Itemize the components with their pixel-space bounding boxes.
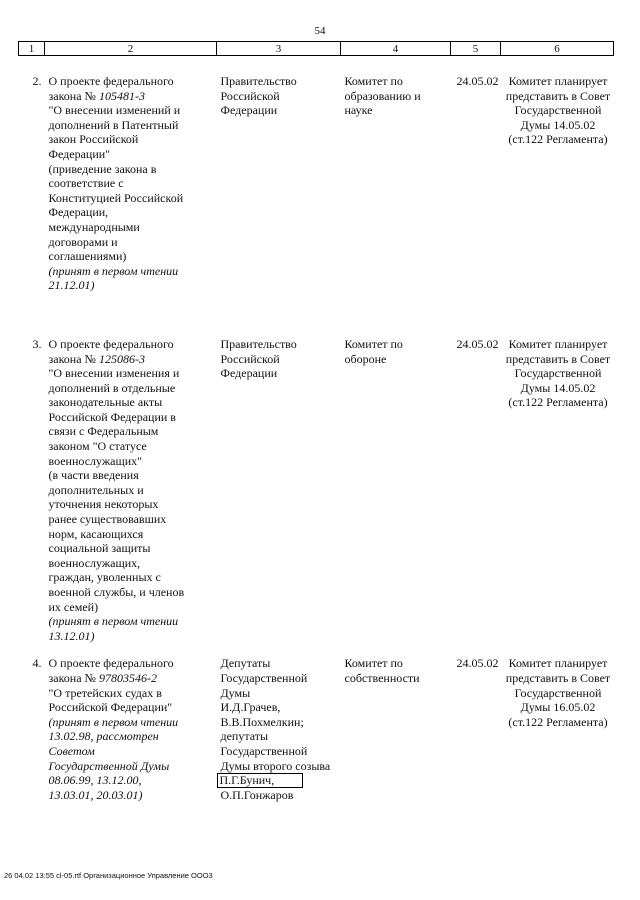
committee-cell: [341, 643, 451, 802]
project-line: [49, 527, 215, 542]
reading-status: 08.06.99, 13.12.00,: [48, 773, 142, 788]
date-cell: 24.05.02: [456, 656, 499, 671]
committee-cell: [341, 56, 451, 293]
project-text: соответствие с: [48, 176, 124, 191]
reading-status: 21.12.01): [48, 278, 95, 293]
project-line: [49, 337, 215, 352]
project-line: [49, 468, 215, 483]
reading-status: 13.03.01, 20.03.01): [48, 787, 143, 802]
author-line: В.В.Похмелкин;: [220, 714, 304, 729]
project-text: закона №: [48, 670, 99, 685]
plan-line: (ст.122 Регламента): [508, 395, 608, 410]
project-line: [49, 89, 215, 104]
project-cell: [45, 643, 217, 802]
plan-line: (ст.122 Регламента): [508, 132, 608, 147]
project-line: [49, 74, 215, 89]
author-line: О.П.Гонжаров: [220, 788, 294, 803]
project-line: [49, 381, 215, 396]
project-line: [49, 220, 215, 235]
project-line: [49, 541, 215, 556]
project-text: "О внесении изменений и: [48, 103, 181, 118]
project-text: социальной защиты: [48, 541, 151, 556]
project-text: норм, касающихся: [48, 526, 144, 541]
reading-status: Советом: [48, 743, 95, 758]
author-line: Государственной: [220, 743, 308, 758]
row-number: 4.: [32, 656, 42, 671]
project-text: (приведение закона в: [48, 161, 157, 176]
plan-line: Комитет планирует: [508, 656, 608, 671]
plan-line: представить в Совет: [505, 88, 611, 103]
project-text: военнослужащих,: [48, 555, 141, 570]
plan-cell: [501, 293, 614, 643]
author-line: Думы: [220, 685, 251, 700]
table-header-row: [19, 42, 614, 56]
committee-line: образованию и: [344, 88, 421, 103]
date-cell: 24.05.02: [456, 74, 499, 88]
project-cell: [45, 293, 217, 643]
project-line: [49, 686, 215, 701]
author-line: Федерации: [220, 366, 278, 381]
date-cell: 24.05.02: [456, 336, 499, 351]
column-header-3: 3: [217, 42, 341, 56]
committee-cell: [341, 293, 451, 643]
project-text: законом "О статусе: [48, 439, 147, 454]
project-line: [49, 671, 215, 686]
plan-line: Государственной: [514, 103, 602, 118]
author-line: Российской: [220, 351, 280, 366]
project-text: их семей): [48, 599, 99, 614]
project-text: военнослужащих": [48, 453, 143, 468]
project-line: [49, 585, 215, 600]
project-text: закона №: [48, 351, 99, 366]
committee-line: обороне: [344, 351, 387, 366]
project-line: [49, 132, 215, 147]
committee-line: собственности: [344, 670, 420, 685]
column-header-5: 5: [451, 42, 501, 56]
project-text: закона №: [48, 88, 99, 103]
bill-number: 105481-3: [98, 88, 145, 103]
committee-line: Комитет по: [344, 656, 403, 671]
committee-line: Комитет по: [344, 74, 403, 88]
author-line: депутаты: [220, 729, 269, 744]
agenda-table: [18, 41, 614, 803]
reading-status: (принят в первом чтении: [48, 714, 179, 729]
project-line: [49, 512, 215, 527]
page-number: 54: [314, 25, 326, 37]
project-cell: [45, 56, 217, 293]
project-text: Конституцией Российской: [48, 190, 184, 205]
author-line: И.Д.Грачев,: [220, 700, 281, 715]
plan-line: представить в Совет: [505, 670, 611, 685]
author-line: Правительство: [220, 336, 297, 351]
project-text: Федерации,: [48, 205, 109, 220]
project-text: законодательные акты: [48, 395, 163, 410]
highlighted-author: П.Г.Бунич,: [217, 773, 304, 788]
reading-status: (принят в первом чтении: [48, 263, 179, 278]
row-number: 3.: [32, 336, 42, 351]
column-header-6: 6: [501, 42, 614, 56]
project-text: закон Российской: [48, 132, 139, 147]
project-text: соглашениями): [48, 249, 127, 264]
plan-line: Думы 14.05.02: [520, 380, 596, 395]
project-line: [49, 424, 215, 439]
project-text: ранее существовавших: [48, 512, 167, 527]
table-row: [19, 293, 614, 643]
project-text: граждан, уволенных с: [48, 570, 161, 585]
project-line: [49, 556, 215, 571]
author-line: Думы второго созыва: [220, 758, 331, 773]
plan-line: Комитет планирует: [508, 336, 608, 351]
project-line: [49, 118, 215, 133]
project-text: Федерации": [48, 146, 111, 161]
plan-line: представить в Совет: [505, 351, 611, 366]
project-line: [49, 205, 215, 220]
project-text: договорами и: [48, 234, 118, 249]
reading-status: (принят в первом чтении: [48, 614, 179, 629]
project-text: дополнительных и: [48, 482, 144, 497]
project-line: [49, 410, 215, 425]
project-line: [49, 176, 215, 191]
project-line: [49, 147, 215, 162]
project-text: "О внесении изменения и: [48, 366, 180, 381]
project-line: [49, 570, 215, 585]
project-text: уточнения некоторых: [48, 497, 159, 512]
plan-cell: [501, 56, 614, 293]
project-text: Российской Федерации в: [48, 409, 176, 424]
author-cell: [217, 293, 341, 643]
author-line: Российской: [220, 88, 280, 103]
column-header-1: 1: [19, 42, 45, 56]
author-line: Правительство: [220, 74, 297, 88]
bill-number: 125086-3: [98, 351, 145, 366]
committee-line: науке: [344, 103, 373, 118]
project-text: О проекте федерального: [48, 74, 174, 88]
project-text: О проекте федерального: [48, 656, 174, 671]
committee-line: Комитет по: [344, 336, 403, 351]
project-text: "О третейских судах в: [48, 685, 162, 700]
plan-line: Государственной: [514, 366, 602, 381]
project-line: [49, 103, 215, 118]
project-line: [49, 235, 215, 250]
project-line: [49, 454, 215, 469]
project-line: [49, 352, 215, 367]
project-line: [49, 497, 215, 512]
project-line: [49, 439, 215, 454]
project-text: связи с Федеральным: [48, 424, 159, 439]
plan-line: Думы 16.05.02: [520, 700, 596, 715]
table-row: [19, 56, 614, 293]
author-line: Депутаты: [220, 656, 271, 671]
project-text: (в части введения: [48, 468, 139, 483]
plan-line: Государственной: [514, 685, 602, 700]
project-line: [49, 483, 215, 498]
author-line: Государственной: [220, 670, 308, 685]
project-line: [49, 600, 215, 615]
project-line: [49, 656, 215, 671]
reading-status: 13.12.01): [48, 628, 95, 643]
author-line: Федерации: [220, 103, 278, 118]
project-text: дополнений в отдельные: [48, 380, 176, 395]
column-header-4: 4: [341, 42, 451, 56]
bill-number: 97803546-2: [98, 670, 157, 685]
row-number: 2.: [32, 74, 42, 88]
project-text: международными: [48, 219, 140, 234]
project-line: [49, 395, 215, 410]
plan-cell: [501, 643, 614, 802]
reading-status: 13.02.98, рассмотрен: [48, 729, 159, 744]
project-line: [49, 249, 215, 264]
project-text: Российской Федерации": [48, 700, 173, 715]
project-text: дополнений в Патентный: [48, 117, 179, 132]
project-line: [49, 366, 215, 381]
project-line: [49, 162, 215, 177]
project-text: военной службы, и членов: [48, 585, 185, 599]
plan-line: (ст.122 Регламента): [508, 714, 608, 729]
column-header-2: 2: [45, 42, 217, 56]
project-line: [49, 191, 215, 206]
author-cell: [217, 643, 341, 802]
plan-line: Думы 14.05.02: [520, 117, 596, 132]
project-text: О проекте федерального: [48, 336, 174, 351]
author-cell: [217, 56, 341, 293]
footer-print-info: 26 04.02 13:55 cl-05.rtf Организационное Управление ООО3: [4, 871, 213, 880]
table-row: [19, 643, 614, 802]
plan-line: Комитет планирует: [508, 74, 608, 88]
reading-status: Государственной Думы: [48, 758, 170, 773]
author-line: [221, 773, 339, 788]
project-line: [49, 700, 215, 715]
